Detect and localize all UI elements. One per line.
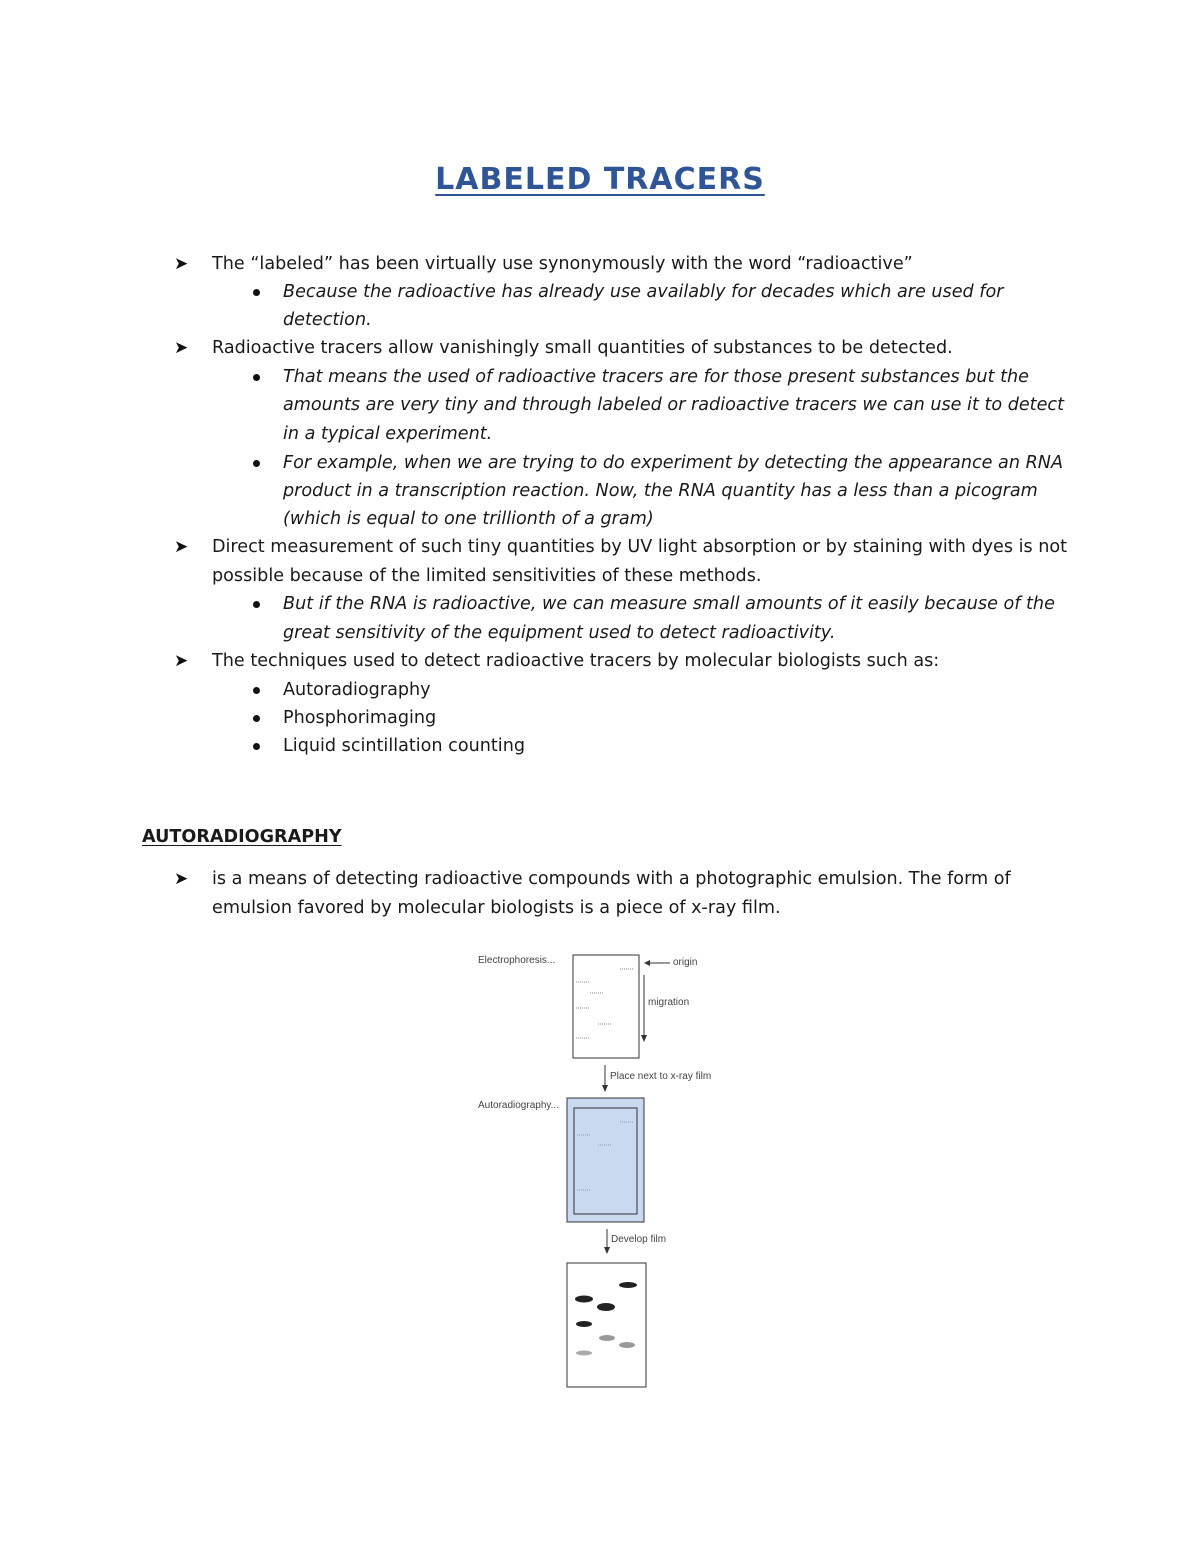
page-title: LABELED TRACERS [435, 162, 765, 197]
point-text: The techniques used to detect radioactive tracers by molecular biologists such as: [212, 651, 940, 671]
section-heading: AUTORADIOGRAPHY [142, 827, 342, 847]
bullet-icon [251, 732, 263, 760]
sub-point-text: That means the used of radioactive tracers are for those present substances but the [283, 367, 1029, 387]
sub-point-text: Because the radioactive has already use availably for decades which are used for [283, 282, 1004, 302]
sub-point-text: But if the RNA is radioactive, we can measure small amounts of it easily because of the [283, 594, 1055, 614]
technique-item: Liquid scintillation counting [283, 736, 526, 756]
sub-point-text: detection. [283, 310, 372, 330]
point-text: Radioactive tracers allow vanishingly small quantities of substances to be detected. [212, 338, 953, 358]
bullet-icon [251, 704, 263, 732]
migration-label: migration [648, 997, 690, 1008]
sub-point-text: (which is equal to one trillionth of a gram) [283, 509, 654, 529]
electrophoresis-label: Electrophoresis... [478, 955, 556, 966]
autoradiography-diagram [470, 945, 740, 1395]
arrow-bullet-icon: ➤ [174, 254, 189, 274]
diagram-graphic [470, 945, 740, 1395]
technique-item: Autoradiography [283, 680, 431, 700]
point-text: The “labeled” has been virtually use synonymously with the word “radioactive” [212, 254, 913, 274]
arrow-bullet-icon: ➤ [174, 338, 189, 358]
sub-point-text: For example, when we are trying to do experiment by detecting the appearance an RNA [283, 453, 1064, 473]
point-text: possible because of the limited sensitivities of these methods. [212, 566, 762, 586]
bullet-icon [251, 278, 263, 306]
arrow-bullet-icon: ➤ [174, 537, 189, 557]
sub-point-text: amounts are very tiny and through labeled or radioactive tracers we can use it to detect [283, 395, 1064, 415]
arrow-bullet-icon: ➤ [174, 651, 189, 671]
gel-on-film [574, 1108, 637, 1214]
section-text: emulsion favored by molecular biologists is a piece of x-ray film. [212, 898, 781, 918]
gel-box [573, 955, 639, 1058]
bullet-icon [251, 363, 263, 391]
autoradiography-label: Autoradiography... [478, 1100, 559, 1111]
step2-label: Develop film [611, 1234, 667, 1245]
section-text: is a means of detecting radioactive compounds with a photographic emulsion. The form of [212, 869, 1011, 889]
bullet-icon [251, 676, 263, 704]
origin-label: origin [673, 957, 698, 968]
sub-point-text: product in a transcription reaction. Now, the RNA quantity has a less than a picogram [283, 481, 1038, 501]
technique-item: Phosphorimaging [283, 708, 437, 728]
step1-label: Place next to x-ray film [610, 1071, 712, 1082]
arrow-bullet-icon: ➤ [174, 869, 189, 889]
sub-point-text: in a typical experiment. [283, 424, 493, 444]
point-text: Direct measurement of such tiny quantities by UV light absorption or by staining with dyes is not [212, 537, 1068, 557]
bullet-icon [251, 590, 263, 618]
bullet-icon [251, 449, 263, 477]
sub-point-text: great sensitivity of the equipment used to detect radioactivity. [283, 623, 836, 643]
